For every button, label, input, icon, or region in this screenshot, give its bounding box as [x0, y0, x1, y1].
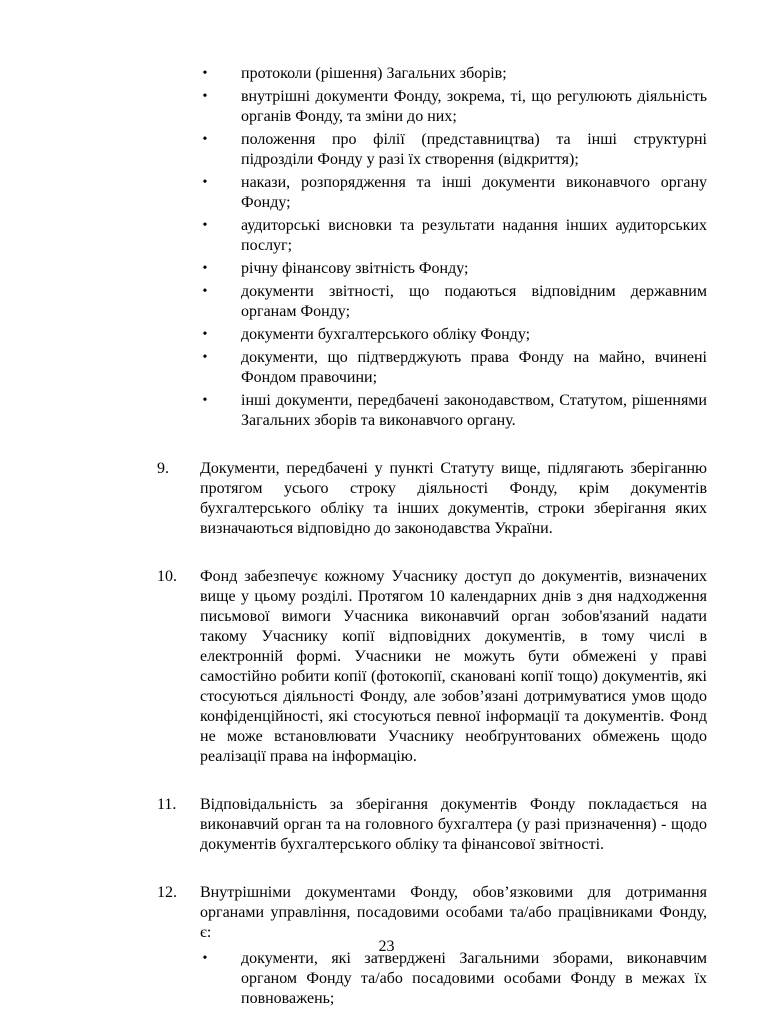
item-number: 10. [157, 568, 177, 585]
item-number: 9. [157, 460, 169, 477]
document-types-list [200, 64, 707, 431]
list-item-text: накази, розпорядження та інші документи виконавчого органу Фонду; [241, 174, 707, 211]
bullet-icon [200, 282, 210, 302]
list-item-text: документи звітності, що подаються відповідним державним органам Фонду; [241, 283, 707, 320]
bullet-icon [200, 87, 210, 107]
list-item-text: протоколи (рішення) Загальних зборів; [241, 65, 507, 82]
item-text: Відповідальність за зберігання документів Фонду покладається на виконавчий орган та на головного бухгалтера (у разі призначення) - щодо документів бухгалтерського обліку та фінансової звітності. [200, 796, 707, 853]
list-item-text: інші документи, передбачені законодавством, Статутом, рішеннями Загальних зборів та виконавчого органу. [241, 392, 707, 429]
item-text: Документи, передбачені у пункті Статуту вище, підлягають зберіганню протягом усього строку діяльності Фонду, крім документів бухгалтерського обліку та інших документів, строки зберігання яких визначаються відповідно до законодавства України. [200, 460, 707, 537]
item-text: Внутрішніми документами Фонду, обов’язковими для дотримання органами управління, посадовими особами та/або працівниками Фонду, є: [200, 884, 707, 941]
numbered-item-11 [157, 795, 707, 855]
internal-documents-list [200, 949, 707, 1009]
numbered-item-9 [157, 459, 707, 539]
list-item-text: документи, що підтверджують права Фонду на майно, вчинені Фондом правочини; [241, 349, 707, 386]
bullet-icon [200, 325, 210, 345]
list-item [200, 348, 707, 388]
list-item-text: документи, які затверджені Загальними зборами, виконавчим органом Фонду та/або посадовими особами Фонду в межах їх повноважень; [241, 950, 707, 1007]
bullet-icon [200, 130, 210, 150]
list-item [200, 949, 707, 1009]
list-item-text: аудиторські висновки та результати надання інших аудиторських послуг; [241, 217, 707, 254]
list-item [200, 87, 707, 127]
list-item-text: документи бухгалтерського обліку Фонду; [241, 326, 531, 343]
bullet-icon [200, 216, 210, 236]
bullet-icon [200, 64, 210, 84]
bullet-icon [200, 391, 210, 411]
list-item [200, 64, 707, 84]
item-number: 12. [157, 884, 177, 901]
list-item [200, 259, 707, 279]
list-item [200, 391, 707, 431]
list-item-text: внутрішні документи Фонду, зокрема, ті, що регулюють діяльність органів Фонду, та зміни до них; [241, 88, 707, 125]
list-item [200, 325, 707, 345]
list-item-text: положення про філії (представництва) та інші структурні підрозділи Фонду у разі їх створення (відкриття); [241, 131, 707, 168]
item-text: Фонд забезпечує кожному Учаснику доступ до документів, визначених вище у цьому розділі. Протягом 10 календарних днів з дня надходження письмової вимоги Учасника виконавчий орган зобов'язаний надати такому Учаснику копії відповідних документів, в тому числі в електронній формі. Учасники не можуть бути обмежені у праві самостійно робити копії (фотокопії, скановані копії тощо) документів, які стосуються діяльності Фонду, але зобов’язані дотримуватися умов щодо конфіденційності, які стосуються певної інформації та документів. Фонд не може встановлювати Учаснику необґрунтованих обмежень щодо реалізації права на інформацію. [200, 568, 707, 765]
list-item [200, 216, 707, 256]
numbered-item-10 [157, 567, 707, 767]
item-number: 11. [157, 796, 177, 813]
page-number: 23 [378, 938, 395, 955]
list-item [200, 173, 707, 213]
list-item [200, 130, 707, 170]
bullet-icon [200, 173, 210, 193]
list-item [200, 282, 707, 322]
bullet-icon [200, 259, 210, 279]
bullet-icon [200, 348, 210, 368]
list-item-text: річну фінансову звітність Фонду; [241, 260, 469, 277]
